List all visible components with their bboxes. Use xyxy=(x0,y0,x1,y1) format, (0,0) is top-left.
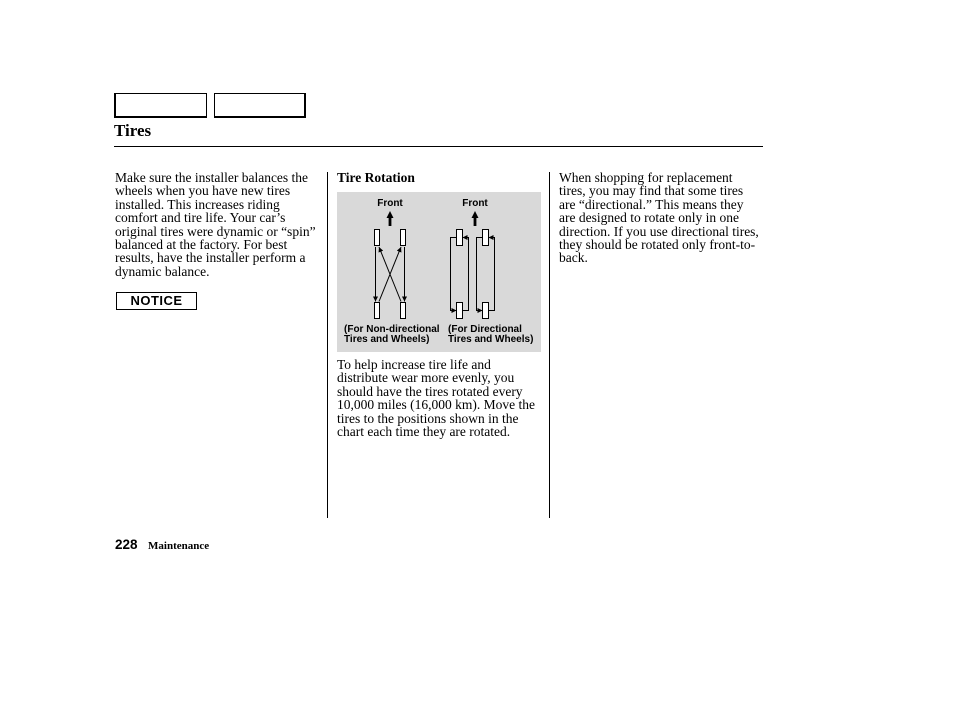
tire-front-left-icon xyxy=(375,230,380,246)
rotation-path-right-rear-to-front xyxy=(489,238,495,311)
rotation-path-left-rear-to-front xyxy=(463,238,469,311)
paragraph-line: results, have the installer perform a xyxy=(115,250,306,266)
paragraph-line: To help increase tire life and xyxy=(337,357,491,372)
paragraph-line: they should be rotated only front-to- xyxy=(559,236,756,252)
paragraph-line: direction. If you use directional tires, xyxy=(559,223,759,239)
caption-line: Tires and Wheels) xyxy=(344,334,430,345)
paragraph-line: original tires were dynamic or “spin” xyxy=(115,223,316,239)
column-left xyxy=(115,171,320,278)
tire-front-right-icon xyxy=(483,230,489,246)
page-footer xyxy=(115,537,209,554)
paragraph-line: tires to the positions shown in the xyxy=(337,410,519,426)
column-divider xyxy=(327,172,328,518)
tire-front-right-icon xyxy=(401,230,406,246)
paragraph-line: balanced at the factory. For best xyxy=(115,236,288,252)
page-number: 228 xyxy=(115,537,138,552)
rotation-path-left-front-to-rear xyxy=(451,238,457,311)
tire-rotation-diagram xyxy=(337,192,541,352)
front-label: Front xyxy=(462,198,488,209)
tire-rear-left-icon xyxy=(457,303,463,319)
paragraph-line: When shopping for replacement xyxy=(559,170,733,185)
paragraph-line: Make sure the installer balances the xyxy=(115,170,309,185)
arrow-up-icon xyxy=(387,211,394,226)
nav-button-1[interactable] xyxy=(114,93,207,118)
section-name: Maintenance xyxy=(148,540,210,552)
title-rule xyxy=(114,146,763,147)
caption-line: (For Directional xyxy=(448,324,522,335)
paragraph-line: tires, you may find that some tires xyxy=(559,183,744,199)
tire-front-left-icon xyxy=(457,230,463,246)
diagram-caption-non-directional xyxy=(344,325,440,345)
paragraph-line: should have the tires rotated every xyxy=(337,383,523,399)
nav-button-2[interactable] xyxy=(214,93,306,118)
paragraph-line: distribute wear more evenly, you xyxy=(337,370,515,386)
arrow-up-icon xyxy=(472,211,479,226)
tire-rear-left-icon xyxy=(375,303,380,319)
caption-line: (For Non-directional xyxy=(344,324,440,335)
paragraph-line: back. xyxy=(559,250,588,266)
column-divider xyxy=(549,172,550,518)
paragraph-line: wheels when you have new tires xyxy=(115,183,291,199)
paragraph-line: chart each time they are rotated. xyxy=(337,423,511,439)
diagram-caption-directional xyxy=(448,325,533,345)
notice-label: NOTICE xyxy=(116,292,197,310)
paragraph-line: comfort and tire life. Your car’s xyxy=(115,210,286,226)
tire-rear-right-icon xyxy=(401,303,406,319)
paragraph-line: are designed to rotate only in one xyxy=(559,210,739,226)
rotation-path-right-front-to-rear xyxy=(477,238,483,311)
paragraph-line: installed. This increases riding xyxy=(115,196,280,212)
paragraph-line: dynamic balance. xyxy=(115,263,210,279)
paragraph-line: are “directional.” This means they xyxy=(559,196,744,212)
front-label: Front xyxy=(377,198,403,209)
section-heading: Tire Rotation xyxy=(337,170,415,185)
paragraph-line: 10,000 miles (16,000 km). Move the xyxy=(337,397,535,413)
column-right xyxy=(559,171,763,265)
caption-line: Tires and Wheels) xyxy=(448,334,534,345)
tire-rear-right-icon xyxy=(483,303,489,319)
page-title: Tires xyxy=(114,121,152,140)
column-middle-text xyxy=(337,358,541,438)
